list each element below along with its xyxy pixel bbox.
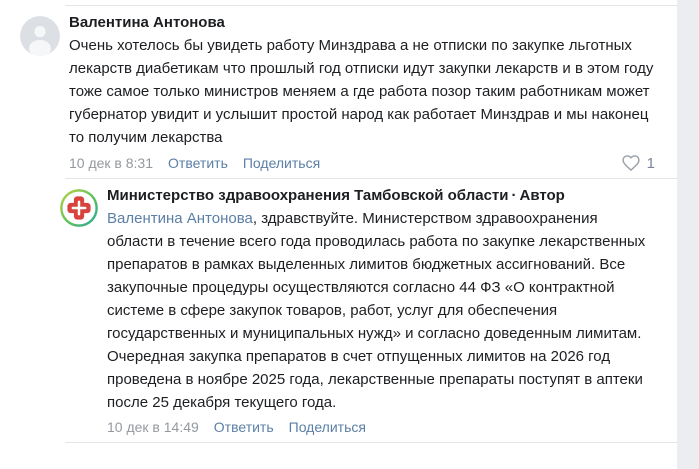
comment-author-row xyxy=(107,186,655,205)
comment-footer xyxy=(107,418,655,437)
author-badge: Автор xyxy=(519,187,565,204)
comment-body xyxy=(107,185,655,437)
author-badge-separator: · xyxy=(511,187,517,204)
share-button[interactable]: Поделиться xyxy=(242,154,321,171)
divider xyxy=(65,442,677,443)
comment-timestamp[interactable]: 10 дек в 8:31 xyxy=(69,154,154,171)
like-count: 1 xyxy=(646,154,655,172)
reply-comment-item xyxy=(0,179,677,442)
heart-icon xyxy=(621,153,641,173)
share-button[interactable]: Поделиться xyxy=(288,419,366,435)
comment-text-body: , здравствуйте. Министерством здравоохранения области в течение всего года проводилась работа по закупке лекарственных препаратов в рамках выделенных лимитов бюджетных ассигнований. Все закупочные процедуры осуществляются согласно 44 ФЗ «О контрактной системе в сфере закупок товаров, работ, услуг для обеспечения государственных и муниципальных нужд» и согласно доведенным лимитам. Очередная закупка препаратов в счет отпущенных лимитов на 2026 год проведена в ноябре 2025 года, лекарственные препараты поступят в аптеки после 25 декабря текущего года. xyxy=(107,210,646,411)
reply-button[interactable]: Ответить xyxy=(213,419,274,435)
comment-author-row xyxy=(69,13,655,32)
comment-item xyxy=(0,6,677,178)
comment-text xyxy=(107,207,655,414)
user-avatar[interactable] xyxy=(20,16,60,56)
comment-footer xyxy=(69,153,655,173)
like-button[interactable] xyxy=(621,153,655,173)
person-silhouette-icon xyxy=(20,16,60,56)
red-cross-logo-icon xyxy=(60,189,98,227)
comment-author-link[interactable]: Валентина Антонова xyxy=(69,14,225,31)
comment-author-link[interactable]: Министерство здравоохранения Тамбовской области xyxy=(107,187,509,204)
comment-text: Очень хотелось бы увидеть работу Минздрава а не отписки по закупке льготных лекарств диабетикам что прошлый год отписки идут закупки лекарств и в этом году тоже самое только министров меняем а где работа позор таким работникам может губернатор увидит и услышит простой народ как работает Минздрав и мы наконец то получим лекарства xyxy=(69,37,654,146)
comment-body xyxy=(69,12,655,173)
comment-timestamp[interactable]: 10 дек в 14:49 xyxy=(107,419,199,435)
mention-link[interactable]: Валентина Антонова xyxy=(107,210,253,227)
reply-button[interactable]: Ответить xyxy=(168,154,228,171)
ministry-avatar[interactable] xyxy=(60,189,98,227)
